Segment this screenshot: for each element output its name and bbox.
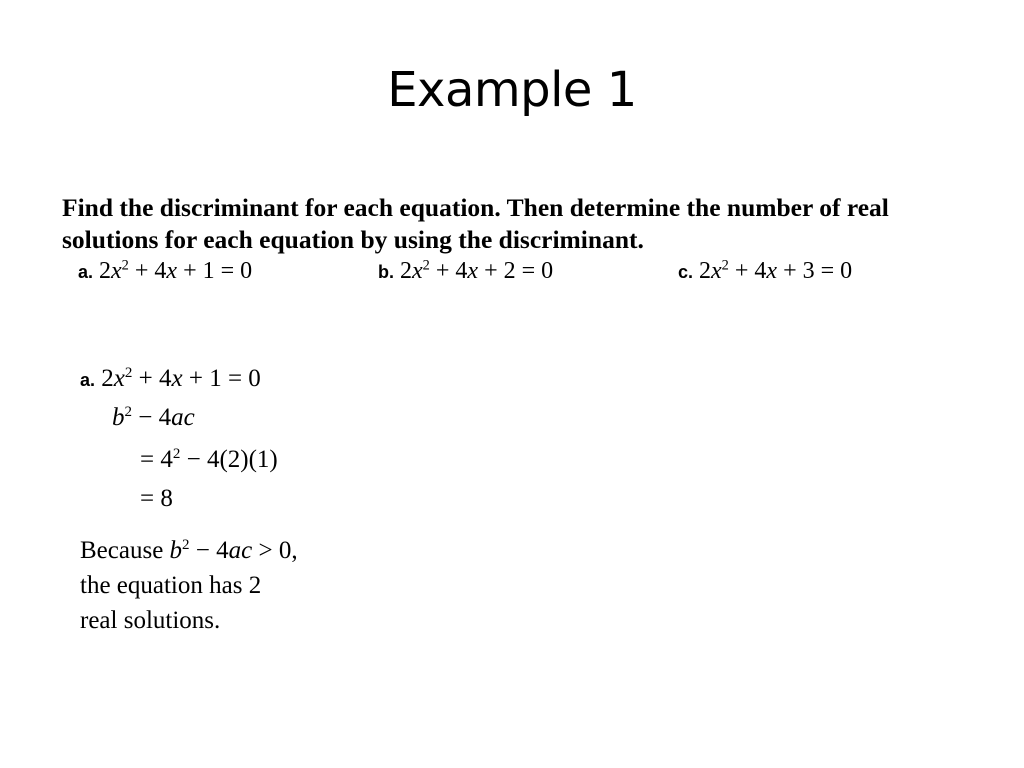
problem-instructions: Find the discriminant for each equation. Then determine the number of real solutions for each equation by using the discriminant. — [62, 193, 889, 254]
problem-a — [78, 258, 252, 285]
problem-c — [678, 258, 852, 285]
discriminant-substitution: = $4^2 - 4(2)(1)$ — [140, 446, 278, 473]
problem-a-letter: a. — [78, 262, 94, 282]
problem-c-equation: $2x^2 + 4x + 3 = 0$ — [699, 257, 853, 284]
discriminant-result: = 8 — [140, 485, 173, 512]
conclusion-line: the equation has 2 — [80, 572, 262, 599]
solution-equation: $2x^2 + 4x + 1 = 0$ — [101, 365, 261, 392]
problem-c-letter: c. — [678, 262, 694, 282]
problem-b-equation: $2x^2 + 4x + 2 = 0$ — [400, 257, 554, 284]
discriminant-formula: $b^2 - 4ac$ — [112, 404, 195, 431]
conclusion-line: real solutions. — [80, 607, 221, 634]
problem-a-equation: $2x^2 + 4x + 1 = 0$ — [99, 257, 253, 284]
problem-b-letter: b. — [378, 262, 394, 282]
problem-b — [378, 258, 553, 285]
conclusion-line: Because $b^2 - 4ac > 0$, — [80, 537, 298, 564]
solution-equation-line — [80, 365, 261, 393]
solution-conclusion — [80, 533, 298, 638]
slide-title: Example 1 — [387, 62, 637, 118]
solution-letter: a. — [80, 370, 96, 390]
